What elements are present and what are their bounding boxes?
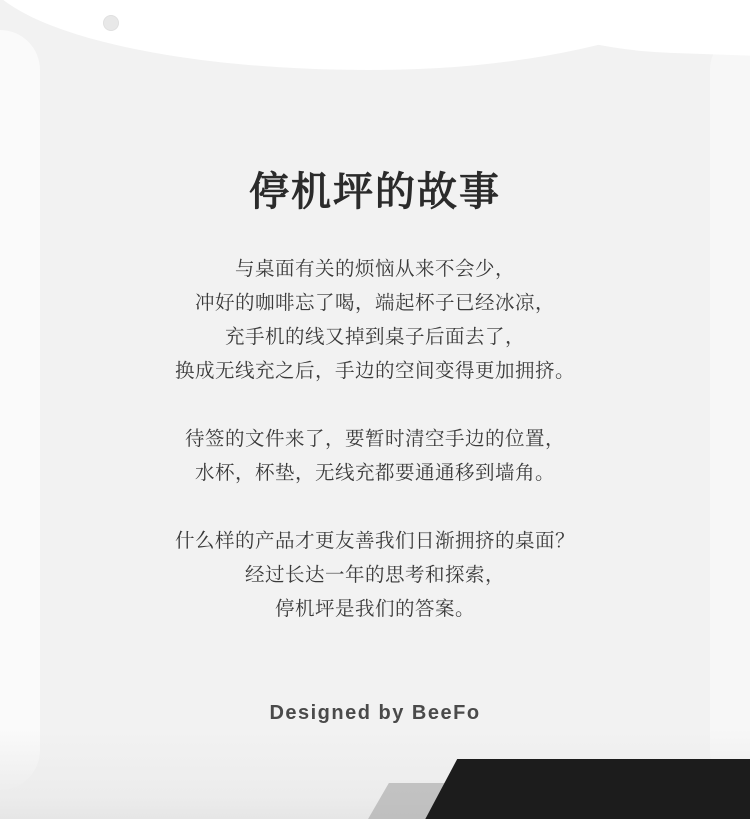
story-line: 待签的文件来了，要暂时清空手边的位置，: [184, 428, 565, 450]
story-line: 换成无线充之后，手边的空间变得更加拥挤。: [174, 360, 575, 382]
story-line: 充手机的线又掉到桌子后面去了，: [224, 326, 525, 348]
story-body: [0, 216, 750, 626]
story-line: 停机坪是我们的答案。: [274, 598, 475, 620]
page-title: 停机坪的故事: [249, 170, 501, 214]
story-line: 冲好的咖啡忘了喝，端起杯子已经冰凉，: [194, 292, 555, 314]
designer-signature: Designed by BeeFo: [269, 702, 481, 724]
story-line: 水杯，杯垫，无线充都要通通移到墙角。: [194, 462, 555, 484]
story-line: 经过长达一年的思考和探索，: [244, 564, 505, 586]
story-line: 什么样的产品才更友善我们日渐拥挤的桌面？: [174, 530, 575, 552]
story-line: 与桌面有关的烦恼从来不会少，: [234, 258, 515, 280]
paragraph-spacer: [0, 388, 750, 422]
paragraph-spacer: [0, 490, 750, 524]
